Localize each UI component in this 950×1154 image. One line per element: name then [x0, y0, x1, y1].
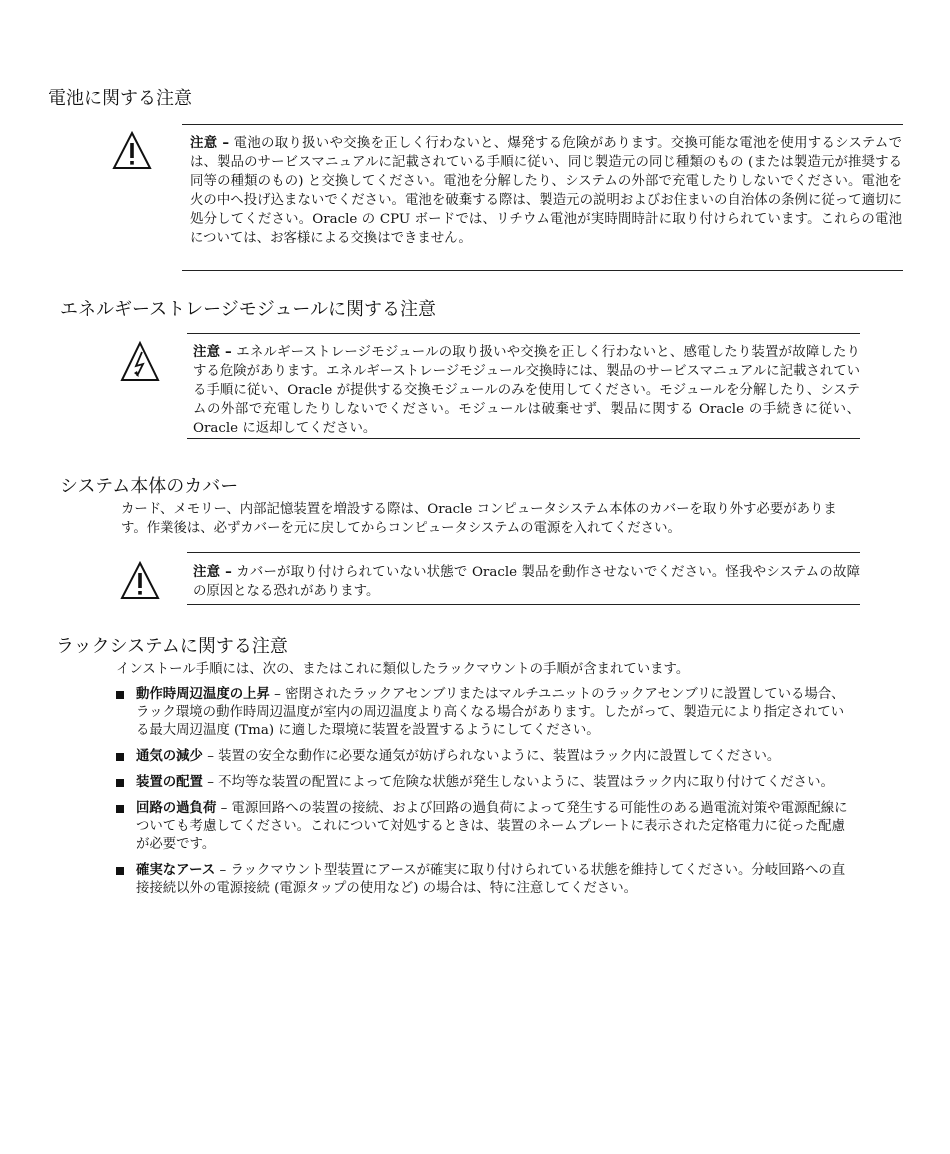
item-text: – 不均等な装置の配置によって危険な状態が発生しないように、装置はラック内に取り付けてください。: [202, 775, 834, 790]
caution-icon: [120, 560, 160, 602]
item-label: 確実なアース: [136, 863, 216, 878]
battery-caution-text: 電池の取り扱いや交換を正しく行わないと、爆発する危険があります。交換可能な電池を使用するシステムでは、製品のサービスマニュアルに記載されている手順に従い、同じ製造元の同じ種類のもの (または製造元が推奨する同等の種類のもの) と交換してください。電池を分解したり、システムの外部で充電したりしないでください。電池を火の中へ投げ込まないでください。電池を破棄する際は、製造元の説明およびお住まいの自治体の条例に従って適切に処分してください。Oracle の CPU ボードでは、リチウム電池が実時間時計に取り付けられています。これらの電池については、お客様による交換はできません。: [190, 136, 902, 246]
item-label: 通気の減少: [136, 749, 203, 764]
energy-heading: エネルギーストレージモジュールに関する注意: [60, 299, 437, 320]
battery-bottom-rule: [182, 270, 903, 271]
item-text: – 密閉されたラックアセンブリまたはマルチユニットのラックアセンブリに設置している場合、ラック環境の動作時周辺温度が室内の周辺温度より高くなる場合があります。したがって、製造元により指定されている最大周辺温度 (Tma) に適した環境に装置を設置するようにしてください。: [136, 687, 845, 738]
caution-label: 注意 –: [193, 565, 232, 580]
item-label: 装置の配置: [136, 775, 203, 790]
energy-caution: [193, 343, 860, 438]
energy-bottom-rule: [187, 438, 860, 439]
list-item: [112, 800, 857, 854]
item-text: – ラックマウント型装置にアースが確実に取り付けられている状態を維持してください。分岐回路への直接接続以外の電源接続 (電源タップの使用など) の場合は、特に注意してください。: [136, 863, 846, 896]
list-item: [112, 862, 857, 898]
item-label: 回路の過負荷: [136, 801, 217, 816]
electric-shock-icon: [120, 340, 160, 384]
item-text: – 装置の安全な動作に必要な通気が妨げられないように、装置はラック内に設置してください。: [202, 749, 781, 764]
cover-intro: カード、メモリー、内部記憶装置を増設する際は、Oracle コンピュータシステム本体のカバーを取り外す必要があります。作業後は、必ずカバーを元に戻してからコンピュータシステムの電源を入れてください。: [121, 502, 837, 536]
item-label: 動作時周辺温度の上昇: [136, 687, 270, 702]
rack-caution-list: [112, 686, 857, 906]
cover-caution: [193, 563, 860, 601]
battery-heading: 電池に関する注意: [48, 88, 192, 109]
rack-intro: インストール手順には、次の、またはこれに類似したラックマウントの手順が含まれています。: [116, 662, 690, 677]
cover-heading: システム本体のカバー: [60, 476, 239, 497]
energy-caution-text: エネルギーストレージモジュールの取り扱いや交換を正しく行わないと、感電したり装置が故障したりする危険があります。エネルギーストレージモジュール交換時には、製品のサービスマニュアルに記載されている手順に従い、Oracle が提供する交換モジュールのみを使用してください。モジュールを分解したり、システムの外部で充電したりしないでください。モジュールは破棄せず、製品に関する Oracle の手続きに従い、Oracle に返却してください。: [193, 345, 860, 436]
cover-caution-text: カバーが取り付けられていない状態で Oracle 製品を動作させないでください。怪我やシステムの故障の原因となる恐れがあります。: [193, 565, 860, 599]
item-text: – 電源回路への装置の接続、および回路の過負荷によって発生する可能性のある過電流対策や電源配線についても考慮してください。これについて対処するときは、装置のネームプレートに表示された定格電力に従った配慮が必要です。: [136, 801, 848, 852]
list-item: [112, 774, 857, 792]
cover-bottom-rule: [187, 604, 860, 605]
energy-top-rule: [187, 333, 860, 334]
caution-label: 注意 –: [193, 345, 232, 360]
battery-top-rule: [182, 124, 903, 125]
rack-heading: ラックシステムに関する注意: [56, 636, 288, 657]
caution-icon: [112, 130, 152, 172]
cover-top-rule: [187, 552, 860, 553]
list-item: [112, 748, 857, 766]
battery-caution: [190, 134, 902, 248]
caution-label: 注意 –: [190, 136, 230, 151]
list-item: [112, 686, 857, 740]
